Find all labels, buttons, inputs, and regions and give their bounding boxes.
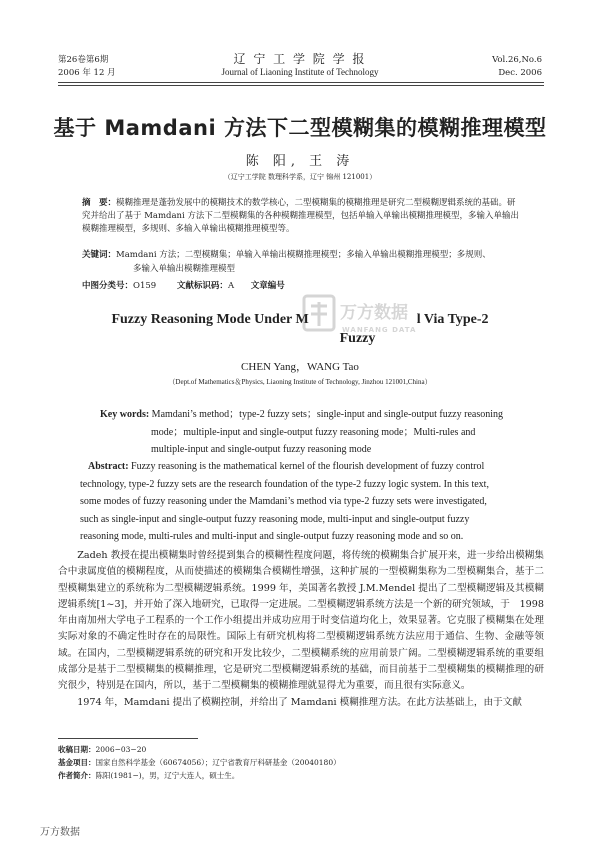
classification-line [82, 280, 285, 293]
abstract-cn-label: 摘 要： [82, 198, 117, 208]
affiliation-en: （Dept.of Mathematics＆Physics, Liaoning Institute of Technology, Jinzhou 121001,China） [168, 378, 432, 386]
header-date-en: Dec. 2006 [498, 68, 542, 78]
title-en-line1-left: Fuzzy Reasoning Mode Under M [111, 312, 309, 327]
authors-cn: 陈 阳, 王 涛 [245, 154, 355, 169]
keywords-en [100, 406, 525, 459]
keywords-en-label: Key words: [100, 409, 150, 420]
header-rule-top [58, 82, 544, 83]
abstract-en [80, 458, 525, 546]
body-cn-para2: 1974 年，Mamdani 提出了模糊控制，并给出了 Mamdani 模糊推理方法。在此方法基础上，由于文献 [77, 696, 522, 708]
keywords-cn-label: 关键词： [82, 250, 117, 260]
header-volume-en: Vol.26,No.6 [492, 55, 542, 65]
footnote-fund [58, 757, 341, 769]
header-journal-cn: 辽 宁 工 学 院 学 报 [233, 52, 367, 66]
page-title-cn: 基于 Mamdani 方法下二型模糊集的模糊推理模型 [53, 116, 547, 140]
body-cn-para1: Zadeh 教授在提出模糊集时曾经提到集合的模糊性程度问题，将传统的模糊集合扩展开来，进一步给出模糊集合中隶属度值的模糊程度，从而使描述的模糊集合模糊性增强，这种扩展的一型模糊集称为二型模糊集合，基于二型模糊集建立的系统称为二型模糊逻辑系统。1999 年，美国著名教授 J.M.Mendel 提出了二型模糊逻辑及其模糊逻辑系统[1~3]，并开始了深入地研究，已取得一定进展。二型模糊逻辑系统方法是一个新的研究领域，于 1998 年由南加州大学电子工程系的一个工作小组提出并成功应用于时变信道均化上，效果显著。它克服了模糊集在处理实际对象的不确定性时存在的局限性。国际上有研究机构将二型模糊逻辑系统方法应用于通信、生物、金融等领域。在国内，二型模糊逻辑系统的研究和开发比较少，二型模糊系统的应用前景广阔。二型模糊逻辑系统的重要组成部分是基于二型模糊集的模糊推理，它是研究二型模糊逻辑系统的基础，而目前基于二型模糊集的模糊推理的研究很少，特别是在国内，所以，基于二型模糊集的模糊推理就显得尤为重要，而且很有实际意义。 [58, 550, 544, 692]
abstract-en-text-1: Fuzzy reasoning is the mathematical kernel of the flourish development of fuzzy control [131, 461, 485, 472]
keywords-en-text-3: multiple-input and single-output fuzzy reasoning mode [151, 444, 372, 455]
abstract-en-text-4: such as single-input and single-output fuzzy reasoning mode, multi-input and single-output fuzzy [80, 513, 470, 525]
keywords-cn-text-2: 多输入单输出模糊推理模型 [133, 264, 236, 274]
footnote-fund-value: 国家自然科学基金（60674056）；辽宁省教育厅科研基金（20040180） [95, 758, 341, 767]
footnote-received [58, 744, 146, 756]
footer-brand: 万方数据 [40, 827, 80, 838]
keywords-cn-text-1: Mamdani 方法；二型模糊集；单输入单输出模糊推理模型；多输入单输出模糊推理模型；多规则、 [116, 250, 491, 260]
footnote-received-value: 2006−03−20 [95, 745, 147, 754]
abstract-en-text-2: technology, type-2 fuzzy sets are the research foundation of the type-2 fuzzy logic system. In this text, [80, 478, 489, 490]
keywords-cn-line1 [82, 249, 491, 262]
authors-en: CHEN Yang，WANG Tao [241, 361, 359, 373]
title-en-line2: Fuzzy [339, 331, 376, 346]
header-date-cn: 2006 年 12 月 [58, 68, 116, 78]
clc-value: O159 [133, 281, 157, 291]
keywords-en-text-1: Mamdani’s method；type-2 fuzzy sets；single-input and single-output fuzzy reasoning [151, 409, 503, 420]
header-journal-en: Journal of Liaoning Institute of Technology [221, 67, 379, 77]
title-en-line1-right: l Via Type-2 [416, 312, 489, 327]
footnote-author [58, 770, 239, 782]
keywords-en-text-2: mode；multiple-input and single-output fuzzy reasoning mode；Multi-rules and [151, 426, 476, 438]
watermark-brand-en: WANFANG DATA [342, 326, 417, 334]
body-cn [58, 548, 544, 711]
abstract-en-line1 [80, 458, 525, 476]
keywords-en-line1 [100, 406, 525, 424]
affiliation-cn: （辽宁工学院 数理科学系，辽宁 锦州 121001） [223, 173, 377, 181]
watermark-brand-cn: 万方数据 [340, 303, 408, 323]
footnote-author-label: 作者简介： [58, 771, 96, 780]
abstract-en-text-5: reasoning mode, multi-rules and multi-input and single-output fuzzy reasoning mode and so on. [80, 531, 464, 542]
clc-label: 中图分类号： [82, 281, 134, 291]
doc-code-value: A [227, 281, 235, 291]
footnote-rule [58, 738, 198, 739]
header-rule-bottom [58, 85, 544, 86]
abstract-cn [82, 197, 522, 236]
abstract-cn-text: 模糊推理是蓬勃发展中的模糊技术的数学核心，二型模糊集的模糊推理是研究二型模糊逻辑系统的基础。研究并给出了基于 Mamdani 方法下二型模糊集的各种模糊推理模型，包括单输入单输出模糊推理模型，多输入单输出模糊推理模型，多规则、多输入单输出模糊推理模型等。 [82, 198, 519, 234]
footnote-received-label: 收稿日期： [58, 745, 96, 754]
watermark-logo-glyph [311, 302, 327, 326]
article-no-label: 文章编号 [250, 281, 285, 291]
abstract-en-label: Abstract: [88, 461, 129, 472]
footnote-fund-label: 基金项目： [58, 758, 96, 767]
wanfang-watermark-logo [300, 290, 440, 342]
footnote-author-value: 陈阳(1981−)，男，辽宁大连人，硕士生。 [95, 771, 240, 780]
header-volume-cn: 第26卷第6期 [58, 55, 109, 65]
doc-code-label: 文献标识码： [176, 281, 228, 291]
abstract-en-text-3: some modes of fuzzy reasoning under the Mamdani’s method via type-2 fuzzy sets were investigated, [80, 496, 487, 507]
